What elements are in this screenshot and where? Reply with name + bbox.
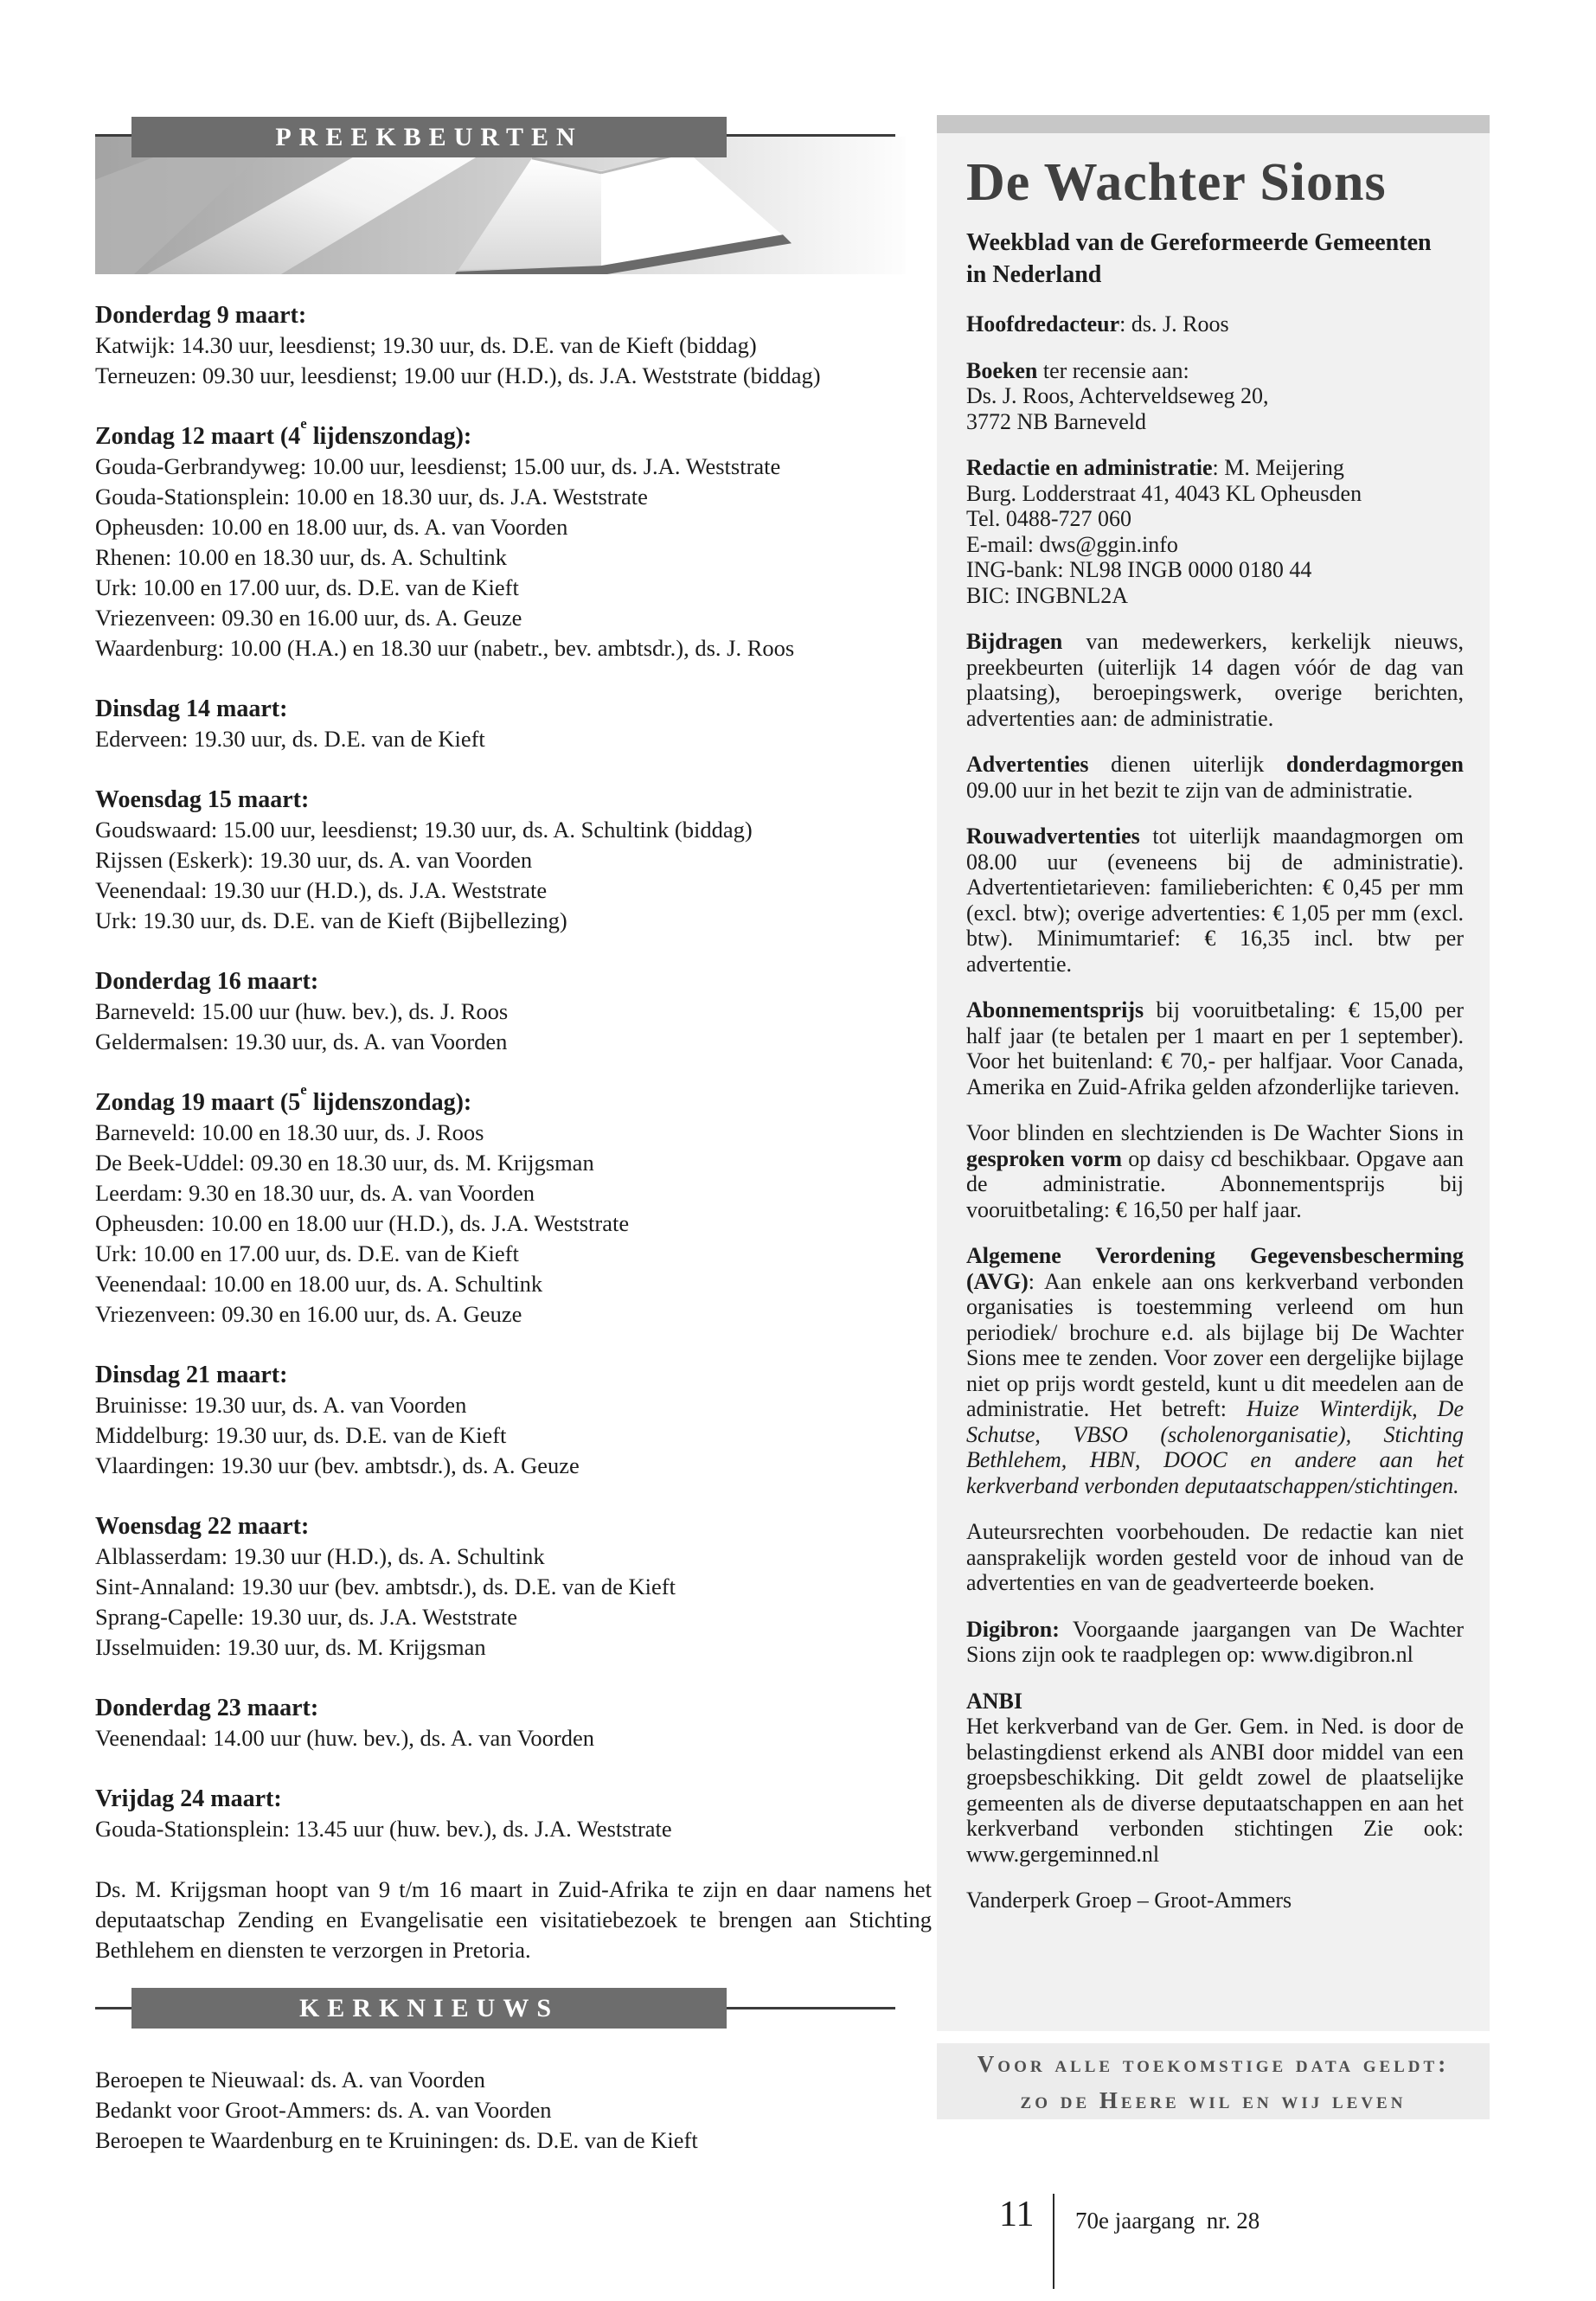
service-line: Gouda-Gerbrandyweg: 10.00 uur, leesdienst; 15.00 uur, ds. J.A. Weststrate [95,453,781,479]
service-line: Terneuzen: 09.30 uur, leesdienst; 19.00 uur (H.D.), ds. J.A. Weststrate (biddag) [95,362,821,388]
subtitle-line: in Nederland [966,261,1102,288]
notice-line: zo de Heere wil en wij leven [1020,2087,1407,2113]
kerknieuws-line: Bedankt voor Groot-Ammers: ds. A. van Voorden [95,2097,552,2123]
email-line: E-mail: dws@ggin.info [966,531,1178,557]
preekbeurten-header [95,117,932,274]
schedule-section [95,1693,932,1753]
colophon-panel [937,115,1490,2031]
service-line: Gouda-Stationsplein: 10.00 en 18.30 uur, ds. J.A. Weststrate [95,484,648,510]
phone-line: Tel. 0488-727 060 [966,506,1131,531]
bank-line: ING-bank: NL98 INGB 0000 0180 44 [966,557,1312,582]
schedule-section [95,1081,932,1330]
advertenties-paragraph: Advertenties dienen uiterlijk donderdagmorgen 09.00 uur in het bezit te zijn van de administratie. [966,752,1464,803]
service-line: Opheusden: 10.00 en 18.00 uur, ds. A. van Voorden [95,514,568,540]
schedule-section [95,300,932,391]
service-line: Middelburg: 19.30 uur, ds. D.E. van de Kieft [95,1422,507,1448]
gesproken-vorm-paragraph: Voor blinden en slechtzienden is De Wachter Sions in gesproken vorm op daisy cd beschikbaar. Opgave aan de administratie. Abonnementsprijs bij vooruitbetaling: € 16,50 per half jaar. [966,1120,1464,1222]
service-line: Rhenen: 10.00 en 18.30 uur, ds. A. Schultink [95,544,507,570]
schedule-section [95,694,932,754]
redactie-paragraph: Redactie en administratie: M. Meijering Burg. Lodderstraat 41, 4043 KL Opheusden Tel. 0488-727 060 E-mail: dws@ggin.info ING-bank: NL98 INGB 0000 0180 44 BIC: INGBNL2A [966,455,1362,608]
bic-line: BIC: INGBNL2A [966,582,1129,608]
service-line: Urk: 19.30 uur, ds. D.E. van de Kieft (Bijbellezing) [95,907,567,933]
schedule-section [95,1511,932,1663]
service-line: Sint-Annaland: 19.30 uur (bev. ambtsdr.), ds. D.E. van de Kieft [95,1574,676,1599]
edition-label: 70e jaargang nr. 28 [1075,2208,1260,2234]
service-line: Opheusden: 10.00 en 18.00 uur (H.D.), ds. J.A. Weststrate [95,1210,630,1236]
kerknieuws-line: Beroepen te Nieuwaal: ds. A. van Voorden [95,2067,485,2093]
avg-paragraph: Algemene Verordening Gegevensbescherming (AVG): Aan enkele aan ons kerkverband verbonden organisaties is toestemming verleend om hun periodiek/ brochure e.d. als bijlage bij De Wachter Sions mee te zenden. Voor zover een dergelijke bijlage niet op prijs wordt gesteld, kunt u dit meedelen aan de administratie. Het betreft: Huize Winterdijk, De Schutse, VBSO (scholenorganisatie), Stichting Bethlehem, HBN, DOOC en andere aan het kerkverband verbonden deputaatschappen/stichtingen. [966,1243,1464,1498]
address-line: 3772 NB Barneveld [966,408,1146,434]
colophon-body [937,133,1490,2031]
service-line: Vriezenveen: 09.30 en 16.00 uur, ds. A. Geuze [95,605,522,631]
rouwadvertenties-paragraph: Rouwadvertenties tot uiterlijk maandagmorgen om 08.00 uur (eveneens bij de administratie). Advertentietarieven: familieberichten: € 0,45 per mm (excl. btw); overige advertenties: € 1,05 per mm (excl. btw). Minimumtarief: € 16,35 incl. btw per advertentie. [966,824,1464,977]
digibron-paragraph: Digibron: Voorgaande jaargangen van De Wachter Sions zijn ook te raadplegen op: www.digibron.nl [966,1616,1464,1667]
vanderperk-line: Vanderperk Groep – Groot-Ammers [966,1888,1292,1913]
service-line: Leerdam: 9.30 en 18.30 uur, ds. A. van Voorden [95,1180,535,1206]
schedule-date-heading: Dinsdag 14 maart: [95,695,288,722]
preekbeurten-banner: PREEKBEURTEN [131,117,727,157]
service-line: Vriezenveen: 09.30 en 16.00 uur, ds. A. Geuze [95,1301,522,1327]
service-line: Bruinisse: 19.30 uur, ds. A. van Voorden [95,1392,467,1418]
service-line: Alblasserdam: 19.30 uur (H.D.), ds. A. Schultink [95,1543,545,1569]
address-line: Ds. J. Roos, Achterveldseweg 20, [966,383,1269,408]
schedule-date-heading: Woensdag 15 maart: [95,786,310,813]
service-line: Urk: 10.00 en 17.00 uur, ds. D.E. van de Kieft [95,574,519,600]
service-line: Vlaardingen: 19.30 uur (bev. ambtsdr.), ds. A. Geuze [95,1452,580,1478]
publication-subtitle [966,227,1464,291]
publication-title: De Wachter Sions [966,153,1387,212]
schedule-date-heading: Dinsdag 21 maart: [95,1362,288,1388]
schedule-date-heading: Vrijdag 24 maart: [95,1785,282,1812]
page-number: 11 [999,2195,1035,2234]
service-line: Katwijk: 14.30 uur, leesdienst; 19.30 uur, ds. D.E. van de Kieft (biddag) [95,332,757,358]
schedule-section [95,415,932,663]
bijdragen-paragraph: Bijdragen van medewerkers, kerkelijk nieuws, preekbeurten (uiterlijk 14 dagen vóór de dag van plaatsing), beroepingswerk, overige berichten, advertenties aan: de administratie. [966,629,1464,731]
service-line: Veenendaal: 19.30 uur (H.D.), ds. J.A. Weststrate [95,877,548,903]
schedule-section [95,1784,932,1844]
hoofdredacteur-paragraph: Hoofdredacteur: ds. J. Roos [966,311,1229,336]
service-line: Gouda-Stationsplein: 13.45 uur (huw. bev.), ds. J.A. Weststrate [95,1816,672,1842]
future-data-notice [937,2043,1490,2119]
anbi-paragraph: ANBI Het kerkverband van de Ger. Gem. in Ned. is door de belastingdienst erkend als ANBI door middel van een groepsbeschikking. Dit geldt zowel de plaatselijke gemeenten als de diverse deputaatschappen en aan het kerkverband verbonden stichtingen Zie ook: www.gergeminned.nl [966,1688,1464,1867]
notice-line: Voor alle toekomstige data geldt: [977,2051,1450,2077]
schedule-date-heading: Donderdag 16 maart: [95,968,319,995]
subtitle-line: Weekblad van de Gereformeerde Gemeenten [966,229,1432,256]
left-column [95,117,932,2156]
service-line: IJsselmuiden: 19.30 uur, ds. M. Krijgsman [95,1634,486,1660]
panel-top-strip [937,115,1490,133]
service-line: Barneveld: 10.00 en 18.30 uur, ds. J. Roos [95,1119,484,1145]
service-line: Rijssen (Eskerk): 19.30 uur, ds. A. van Voorden [95,847,533,873]
schedule-date-heading: Zondag 12 maart (4e lijdenszondag): [95,415,472,450]
service-line: Urk: 10.00 en 17.00 uur, ds. D.E. van de Kieft [95,1240,519,1266]
schedule-date-heading: Donderdag 9 maart: [95,302,307,329]
auteursrechten-paragraph: Auteursrechten voorbehouden. De redactie kan niet aansprakelijk worden gesteld voor de inhoud van de advertenties en van de geadverteerde boeken. [966,1519,1464,1595]
kerknieuws-header [95,1988,932,2029]
service-line: Barneveld: 15.00 uur (huw. bev.), ds. J. Roos [95,998,509,1024]
krijgsman-travel-note: Ds. M. Krijgsman hoopt van 9 t/m 16 maart in Zuid-Afrika te zijn en daar namens het deputaatschap Zending en Evangelisatie een visitatiebezoek te brengen aan Stichting Bethlehem en diensten te verzorgen in Pretoria. [95,1876,932,1963]
schedule-section [95,785,932,936]
service-line: De Beek-Uddel: 09.30 en 18.30 uur, ds. M. Krijgsman [95,1150,594,1176]
service-line: Waardenburg: 10.00 (H.A.) en 18.30 uur (nabetr., bev. ambtsdr.), ds. J. Roos [95,635,795,661]
kerknieuws-line: Beroepen te Waardenburg en te Kruiningen: ds. D.E. van de Kieft [95,2127,698,2153]
kerknieuws-list [95,2065,932,2156]
service-line: Ederveen: 19.30 uur, ds. D.E. van de Kieft [95,726,485,752]
schedule-section [95,1360,932,1481]
service-line: Goudswaard: 15.00 uur, leesdienst; 19.30 uur, ds. A. Schultink (biddag) [95,817,753,843]
footer-divider [1053,2194,1054,2289]
service-line: Veenendaal: 10.00 en 18.00 uur, ds. A. Schultink [95,1271,543,1297]
service-line: Sprang-Capelle: 19.30 uur, ds. J.A. Weststrate [95,1604,517,1630]
schedule-date-heading: Woensdag 22 maart: [95,1513,310,1540]
service-line: Geldermalsen: 19.30 uur, ds. A. van Voorden [95,1029,508,1054]
schedule-section [95,966,932,1057]
schedule-date-heading: Donderdag 23 maart: [95,1695,319,1721]
abonnementsprijs-paragraph: Abonnementsprijs bij vooruitbetaling: € 15,00 per half jaar (te betalen per 1 maart en per 1 september). Voor het buitenland: € 70,- per halfjaar. Voor Canada, Amerika en Zuid-Afrika gelden afzonderlijke tarieven. [966,997,1464,1099]
service-line: Veenendaal: 14.00 uur (huw. bev.), ds. A. van Voorden [95,1725,594,1751]
boeken-paragraph: Boeken ter recensie aan: Ds. J. Roos, Achterveldseweg 20, 3772 NB Barneveld [966,357,1269,434]
kerknieuws-banner: KERKNIEUWS [131,1988,727,2029]
schedule-date-heading: Zondag 19 maart (5e lijdenszondag): [95,1081,472,1116]
address-line: Burg. Lodderstraat 41, 4043 KL Opheusden [966,480,1362,506]
